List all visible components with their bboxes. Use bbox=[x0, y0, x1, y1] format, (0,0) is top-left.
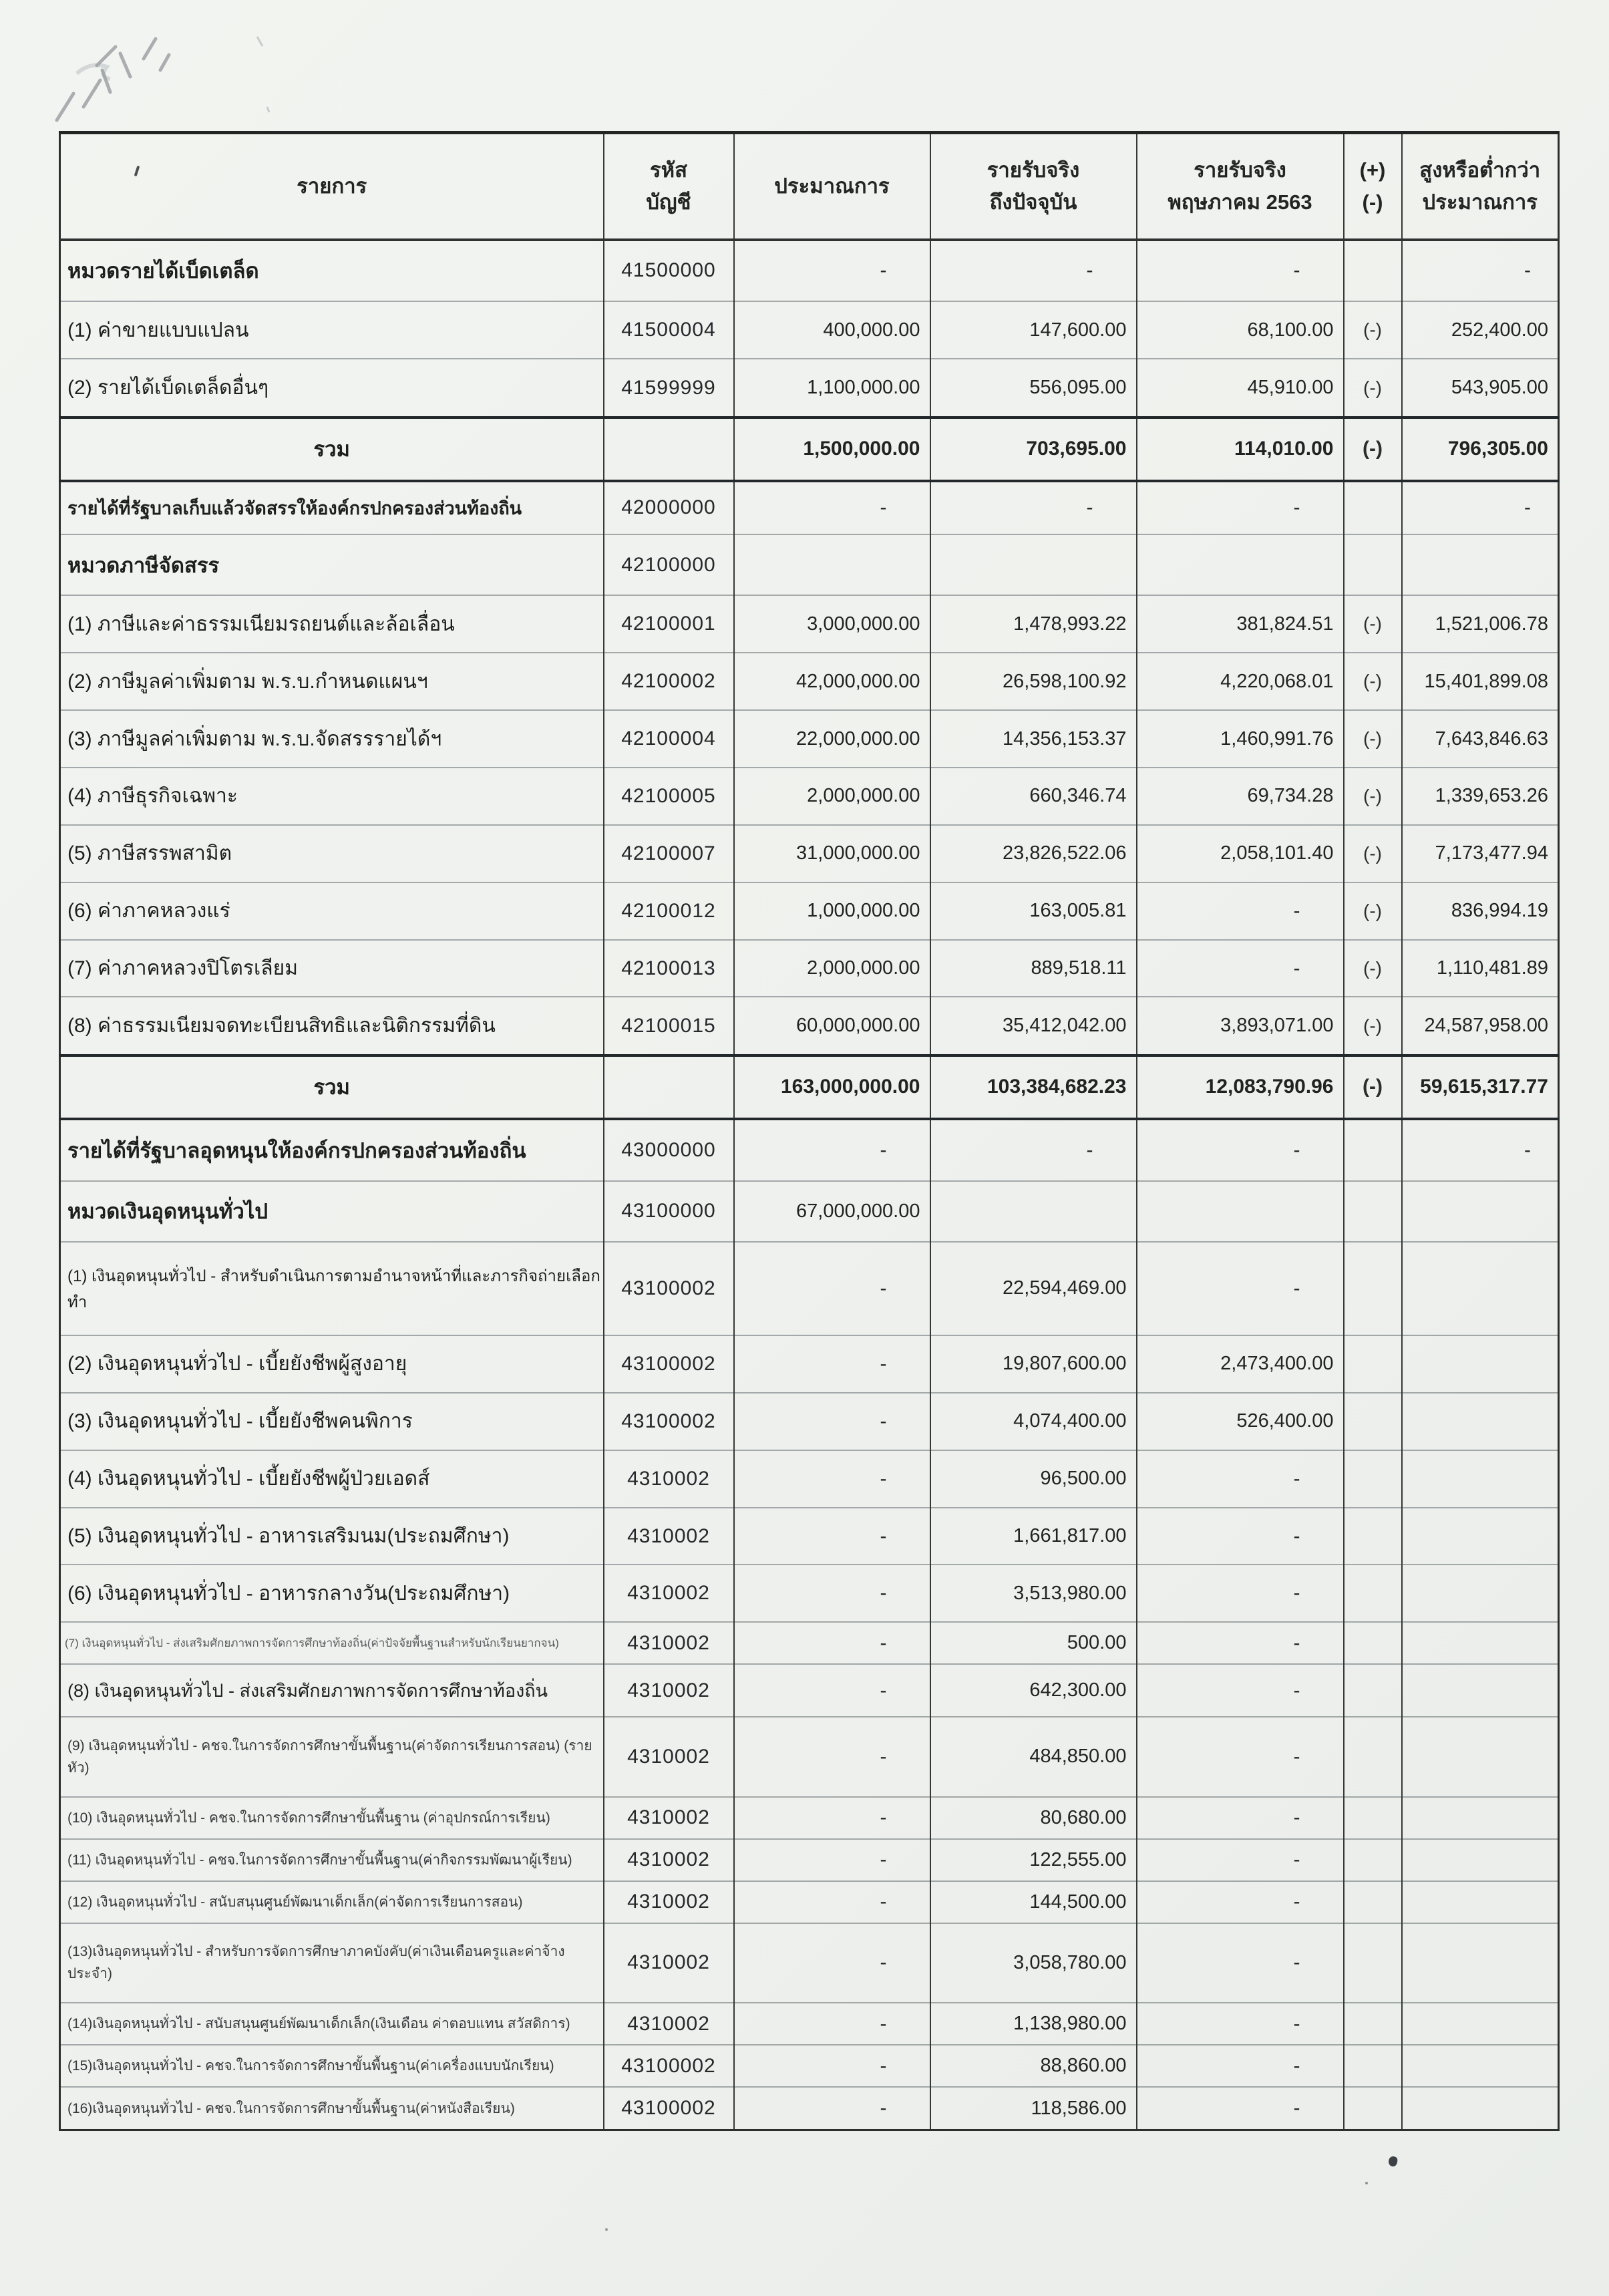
actual-cell: 96,500.00 bbox=[930, 1450, 1137, 1508]
item-cell: (13)เงินอุดหนุนทั่วไป - สำหรับการจัดการศึกษาภาคบังคับ(ค่าเงินเดือนครูและค่าจ้างประจำ) bbox=[60, 1923, 604, 2003]
sign-cell bbox=[1344, 2045, 1402, 2087]
code-cell: 43100002 bbox=[604, 1242, 734, 1335]
header-item-label: รายการ bbox=[297, 174, 367, 198]
sign-cell bbox=[1344, 1797, 1402, 1839]
code-cell: 4310002 bbox=[604, 2003, 734, 2045]
estimate-cell: - bbox=[734, 1881, 930, 1923]
actual-cell: - bbox=[930, 1119, 1137, 1181]
code-cell: 42100004 bbox=[604, 710, 734, 768]
table-row bbox=[60, 1181, 1559, 1242]
table-row bbox=[60, 1055, 1559, 1119]
may-cell: - bbox=[1137, 2045, 1344, 2087]
sign-cell: (-) bbox=[1344, 595, 1402, 653]
sign-cell: (-) bbox=[1344, 997, 1402, 1055]
code-cell: 41599999 bbox=[604, 359, 734, 418]
diff-cell bbox=[1402, 1923, 1559, 2003]
table-row bbox=[60, 1508, 1559, 1565]
actual-cell: - bbox=[930, 481, 1137, 535]
table-row bbox=[60, 301, 1559, 359]
header-item bbox=[60, 133, 604, 240]
diff-cell bbox=[1402, 1508, 1559, 1565]
actual-cell: 19,807,600.00 bbox=[930, 1335, 1137, 1393]
header-actual-to-date bbox=[930, 133, 1137, 240]
code-cell: 4310002 bbox=[604, 1797, 734, 1839]
actual-cell: 22,594,469.00 bbox=[930, 1242, 1137, 1335]
actual-cell: - bbox=[930, 240, 1137, 302]
actual-cell bbox=[930, 1181, 1137, 1242]
estimate-cell: 1,100,000.00 bbox=[734, 359, 930, 418]
estimate-cell: - bbox=[734, 1622, 930, 1664]
table-row bbox=[60, 1565, 1559, 1622]
code-cell: 42100013 bbox=[604, 940, 734, 997]
actual-cell: 14,356,153.37 bbox=[930, 710, 1137, 768]
code-cell: 4310002 bbox=[604, 1923, 734, 2003]
code-cell: 41500000 bbox=[604, 240, 734, 302]
item-cell: (1) เงินอุดหนุนทั่วไป - สำหรับดำเนินการตามอำนาจหน้าที่และภารกิจถ่ายเลือกทำ bbox=[60, 1242, 604, 1335]
code-cell: 4310002 bbox=[604, 1839, 734, 1881]
dust-speck-icon bbox=[1365, 2182, 1368, 2184]
diff-cell bbox=[1402, 1565, 1559, 1622]
header-code-line2: บัญชี bbox=[646, 190, 691, 214]
item-cell: (3) ภาษีมูลค่าเพิ่มตาม พ.ร.บ.จัดสรรรายได้ฯ bbox=[60, 710, 604, 768]
estimate-cell: - bbox=[734, 1923, 930, 2003]
item-cell: (10) เงินอุดหนุนทั่วไป - คชจ.ในการจัดการศึกษาขั้นพื้นฐาน (ค่าอุปกรณ์การเรียน) bbox=[60, 1797, 604, 1839]
actual-cell: 163,005.81 bbox=[930, 882, 1137, 940]
table-row bbox=[60, 1119, 1559, 1181]
actual-cell: 556,095.00 bbox=[930, 359, 1137, 418]
may-cell: - bbox=[1137, 940, 1344, 997]
item-cell: (8) ค่าธรรมเนียมจดทะเบียนสิทธิและนิติกรรมที่ดิน bbox=[60, 997, 604, 1055]
item-cell: (11) เงินอุดหนุนทั่วไป - คชจ.ในการจัดการศึกษาขั้นพื้นฐาน(ค่ากิจกรรมพัฒนาผู้เรียน) bbox=[60, 1839, 604, 1881]
diff-cell bbox=[1402, 1393, 1559, 1450]
table-row bbox=[60, 1717, 1559, 1796]
code-cell: 43100002 bbox=[604, 2045, 734, 2087]
sign-cell bbox=[1344, 1393, 1402, 1450]
may-cell: - bbox=[1137, 1450, 1344, 1508]
code-cell: 4310002 bbox=[604, 1450, 734, 1508]
diff-cell: - bbox=[1402, 240, 1559, 302]
item-cell: (4) เงินอุดหนุนทั่วไป - เบี้ยยังชีพผู้ป่วยเอดส์ bbox=[60, 1450, 604, 1508]
item-cell: (3) เงินอุดหนุนทั่วไป - เบี้ยยังชีพคนพิการ bbox=[60, 1393, 604, 1450]
table-row bbox=[60, 940, 1559, 997]
diff-cell bbox=[1402, 2003, 1559, 2045]
item-cell: (8) เงินอุดหนุนทั่วไป - ส่งเสริมศักยภาพการจัดการศึกษาท้องถิ่น bbox=[60, 1664, 604, 1717]
item-cell: รวม bbox=[60, 418, 604, 481]
item-cell: (14)เงินอุดหนุนทั่วไป - สนับสนุนศูนย์พัฒนาเด็กเล็ก(เงินเดือน ค่าตอบแทน สวัสดิการ) bbox=[60, 2003, 604, 2045]
code-cell: 43100002 bbox=[604, 1335, 734, 1393]
may-cell: - bbox=[1137, 1923, 1344, 2003]
table-row bbox=[60, 595, 1559, 653]
estimate-cell: - bbox=[734, 1393, 930, 1450]
sign-cell bbox=[1344, 240, 1402, 302]
actual-cell: 35,412,042.00 bbox=[930, 997, 1137, 1055]
table-row bbox=[60, 1450, 1559, 1508]
revenue-table bbox=[59, 131, 1560, 2131]
code-cell: 42100000 bbox=[604, 534, 734, 595]
estimate-cell: - bbox=[734, 240, 930, 302]
pen-scribble-artifact bbox=[37, 7, 304, 134]
diff-cell: 7,643,846.63 bbox=[1402, 710, 1559, 768]
estimate-cell: - bbox=[734, 2003, 930, 2045]
item-cell: (1) ภาษีและค่าธรรมเนียมรถยนต์และล้อเลื่อน bbox=[60, 595, 604, 653]
may-cell: - bbox=[1137, 240, 1344, 302]
sign-cell bbox=[1344, 1119, 1402, 1181]
table-row bbox=[60, 2003, 1559, 2045]
actual-cell: 889,518.11 bbox=[930, 940, 1137, 997]
code-cell: 4310002 bbox=[604, 1508, 734, 1565]
code-cell: 42100015 bbox=[604, 997, 734, 1055]
code-cell: 43100002 bbox=[604, 2087, 734, 2130]
may-cell: 12,083,790.96 bbox=[1137, 1055, 1344, 1119]
actual-cell: 1,661,817.00 bbox=[930, 1508, 1137, 1565]
may-cell: 45,910.00 bbox=[1137, 359, 1344, 418]
estimate-cell: - bbox=[734, 1664, 930, 1717]
item-cell: (6) ค่าภาคหลวงแร่ bbox=[60, 882, 604, 940]
revenue-table-body bbox=[60, 240, 1559, 2130]
table-row bbox=[60, 2045, 1559, 2087]
code-cell: 42100012 bbox=[604, 882, 734, 940]
diff-cell bbox=[1402, 1622, 1559, 1664]
header-plus-minus bbox=[1344, 133, 1402, 240]
item-cell: หมวดเงินอุดหนุนทั่วไป bbox=[60, 1181, 604, 1242]
diff-cell bbox=[1402, 2087, 1559, 2130]
sign-cell bbox=[1344, 1839, 1402, 1881]
sign-cell bbox=[1344, 1717, 1402, 1796]
code-cell: 43100002 bbox=[604, 1393, 734, 1450]
table-row bbox=[60, 1923, 1559, 2003]
estimate-cell: 1,500,000.00 bbox=[734, 418, 930, 481]
estimate-cell: - bbox=[734, 1839, 930, 1881]
actual-cell: 103,384,682.23 bbox=[930, 1055, 1137, 1119]
item-cell: (1) ค่าขายแบบแปลน bbox=[60, 301, 604, 359]
actual-cell: 642,300.00 bbox=[930, 1664, 1137, 1717]
estimate-cell bbox=[734, 534, 930, 595]
may-cell: - bbox=[1137, 1622, 1344, 1664]
actual-cell: 703,695.00 bbox=[930, 418, 1137, 481]
table-row bbox=[60, 1393, 1559, 1450]
sign-cell bbox=[1344, 481, 1402, 535]
revenue-table-header bbox=[60, 133, 1559, 240]
estimate-cell: - bbox=[734, 2045, 930, 2087]
estimate-cell: 60,000,000.00 bbox=[734, 997, 930, 1055]
diff-cell bbox=[1402, 2045, 1559, 2087]
estimate-cell: - bbox=[734, 1119, 930, 1181]
estimate-cell: - bbox=[734, 1242, 930, 1335]
actual-cell: 88,860.00 bbox=[930, 2045, 1137, 2087]
may-cell: - bbox=[1137, 1242, 1344, 1335]
item-cell: (16)เงินอุดหนุนทั่วไป - คชจ.ในการจัดการศึกษาขั้นพื้นฐาน(ค่าหนังสือเรียน) bbox=[60, 2087, 604, 2130]
sign-cell bbox=[1344, 2087, 1402, 2130]
actual-cell: 1,478,993.22 bbox=[930, 595, 1137, 653]
code-cell: 4310002 bbox=[604, 1717, 734, 1796]
may-cell: - bbox=[1137, 1664, 1344, 1717]
header-row bbox=[60, 133, 1559, 240]
may-cell: 2,058,101.40 bbox=[1137, 825, 1344, 882]
sign-cell bbox=[1344, 1622, 1402, 1664]
item-cell: (6) เงินอุดหนุนทั่วไป - อาหารกลางวัน(ประถมศึกษา) bbox=[60, 1565, 604, 1622]
sign-cell: (-) bbox=[1344, 825, 1402, 882]
header-over-under-estimate bbox=[1402, 133, 1559, 240]
estimate-cell: - bbox=[734, 2087, 930, 2130]
item-cell: (4) ภาษีธุรกิจเฉพาะ bbox=[60, 768, 604, 825]
estimate-cell: 42,000,000.00 bbox=[734, 653, 930, 710]
ink-dot-artifact bbox=[1387, 2156, 1398, 2168]
sign-cell: (-) bbox=[1344, 653, 1402, 710]
may-cell: - bbox=[1137, 1565, 1344, 1622]
estimate-cell: 31,000,000.00 bbox=[734, 825, 930, 882]
may-cell: - bbox=[1137, 1797, 1344, 1839]
may-cell: 2,473,400.00 bbox=[1137, 1335, 1344, 1393]
item-cell: (7) เงินอุดหนุนทั่วไป - ส่งเสริมศักยภาพการจัดการศึกษาท้องถิ่น(ค่าปัจจัยพื้นฐานสำหรับนักเรียนยากจน) bbox=[60, 1622, 604, 1664]
code-cell: 4310002 bbox=[604, 1622, 734, 1664]
actual-cell bbox=[930, 534, 1137, 595]
code-cell: 4310002 bbox=[604, 1565, 734, 1622]
diff-cell bbox=[1402, 1839, 1559, 1881]
code-cell bbox=[604, 1055, 734, 1119]
actual-cell: 4,074,400.00 bbox=[930, 1393, 1137, 1450]
estimate-cell: - bbox=[734, 1335, 930, 1393]
header-diff-line1: สูงหรือต่ำกว่า bbox=[1419, 158, 1541, 182]
sign-cell bbox=[1344, 1923, 1402, 2003]
item-cell: รวม bbox=[60, 1055, 604, 1119]
actual-cell: 26,598,100.92 bbox=[930, 653, 1137, 710]
estimate-cell: 22,000,000.00 bbox=[734, 710, 930, 768]
table-row bbox=[60, 882, 1559, 940]
diff-cell: 7,173,477.94 bbox=[1402, 825, 1559, 882]
may-cell: 69,734.28 bbox=[1137, 768, 1344, 825]
estimate-cell: - bbox=[734, 1565, 930, 1622]
sign-cell bbox=[1344, 1565, 1402, 1622]
diff-cell bbox=[1402, 1181, 1559, 1242]
table-row bbox=[60, 825, 1559, 882]
item-cell: รายได้ที่รัฐบาลเก็บแล้วจัดสรรให้องค์กรปกครองส่วนท้องถิ่น bbox=[60, 481, 604, 535]
estimate-cell: 400,000.00 bbox=[734, 301, 930, 359]
sign-cell: (-) bbox=[1344, 418, 1402, 481]
estimate-cell: - bbox=[734, 1717, 930, 1796]
diff-cell: 15,401,899.08 bbox=[1402, 653, 1559, 710]
header-account-code bbox=[604, 133, 734, 240]
header-actual-line2: ถึงปัจจุบัน bbox=[989, 190, 1077, 214]
estimate-cell: 163,000,000.00 bbox=[734, 1055, 930, 1119]
diff-cell: 543,905.00 bbox=[1402, 359, 1559, 418]
code-cell: 4310002 bbox=[604, 1664, 734, 1717]
may-cell: 1,460,991.76 bbox=[1137, 710, 1344, 768]
may-cell: 3,893,071.00 bbox=[1137, 997, 1344, 1055]
header-may-line1: รายรับจริง bbox=[1194, 158, 1286, 182]
header-plus-label: (+) bbox=[1359, 158, 1386, 182]
may-cell: 68,100.00 bbox=[1137, 301, 1344, 359]
item-cell: รายได้ที่รัฐบาลอุดหนุนให้องค์กรปกครองส่วนท้องถิ่น bbox=[60, 1119, 604, 1181]
actual-cell: 3,513,980.00 bbox=[930, 1565, 1137, 1622]
item-cell: (7) ค่าภาคหลวงปิโตรเลียม bbox=[60, 940, 604, 997]
diff-cell bbox=[1402, 1797, 1559, 1839]
table-row bbox=[60, 653, 1559, 710]
sign-cell bbox=[1344, 1242, 1402, 1335]
actual-cell: 500.00 bbox=[930, 1622, 1137, 1664]
sign-cell bbox=[1344, 1450, 1402, 1508]
sign-cell: (-) bbox=[1344, 882, 1402, 940]
table-row bbox=[60, 240, 1559, 302]
dust-speck-icon bbox=[605, 2228, 608, 2231]
may-cell bbox=[1137, 534, 1344, 595]
diff-cell: 836,994.19 bbox=[1402, 882, 1559, 940]
actual-cell: 147,600.00 bbox=[930, 301, 1137, 359]
actual-cell: 484,850.00 bbox=[930, 1717, 1137, 1796]
diff-cell bbox=[1402, 1450, 1559, 1508]
sign-cell: (-) bbox=[1344, 940, 1402, 997]
code-cell: 43000000 bbox=[604, 1119, 734, 1181]
code-cell: 42100002 bbox=[604, 653, 734, 710]
table-row bbox=[60, 997, 1559, 1055]
header-actual-line1: รายรับจริง bbox=[987, 158, 1080, 182]
header-may-line2: พฤษภาคม 2563 bbox=[1168, 190, 1312, 214]
actual-cell: 3,058,780.00 bbox=[930, 1923, 1137, 2003]
item-cell: (2) ภาษีมูลค่าเพิ่มตาม พ.ร.บ.กำหนดแผนฯ bbox=[60, 653, 604, 710]
estimate-cell: - bbox=[734, 1450, 930, 1508]
sign-cell bbox=[1344, 1335, 1402, 1393]
header-diff-line2: ประมาณการ bbox=[1422, 190, 1538, 214]
diff-cell bbox=[1402, 1242, 1559, 1335]
header-estimate-label: ประมาณการ bbox=[774, 174, 890, 198]
may-cell: - bbox=[1137, 1508, 1344, 1565]
item-cell: หมวดภาษีจัดสรร bbox=[60, 534, 604, 595]
sign-cell: (-) bbox=[1344, 301, 1402, 359]
may-cell: 4,220,068.01 bbox=[1137, 653, 1344, 710]
item-cell: (15)เงินอุดหนุนทั่วไป - คชจ.ในการจัดการศึกษาขั้นพื้นฐาน(ค่าเครื่องแบบนักเรียน) bbox=[60, 2045, 604, 2087]
actual-cell: 660,346.74 bbox=[930, 768, 1137, 825]
table-row bbox=[60, 1622, 1559, 1664]
estimate-cell: - bbox=[734, 481, 930, 535]
code-cell: 42100001 bbox=[604, 595, 734, 653]
sign-cell bbox=[1344, 1664, 1402, 1717]
may-cell: - bbox=[1137, 1717, 1344, 1796]
code-cell: 42100005 bbox=[604, 768, 734, 825]
may-cell: - bbox=[1137, 1839, 1344, 1881]
table-row bbox=[60, 1881, 1559, 1923]
diff-cell: 1,339,653.26 bbox=[1402, 768, 1559, 825]
code-cell: 43100000 bbox=[604, 1181, 734, 1242]
diff-cell bbox=[1402, 1717, 1559, 1796]
sign-cell bbox=[1344, 1508, 1402, 1565]
diff-cell bbox=[1402, 1335, 1559, 1393]
diff-cell: 796,305.00 bbox=[1402, 418, 1559, 481]
table-row bbox=[60, 1839, 1559, 1881]
may-cell: - bbox=[1137, 2087, 1344, 2130]
actual-cell: 1,138,980.00 bbox=[930, 2003, 1137, 2045]
actual-cell: 118,586.00 bbox=[930, 2087, 1137, 2130]
diff-cell: 1,521,006.78 bbox=[1402, 595, 1559, 653]
diff-cell: 252,400.00 bbox=[1402, 301, 1559, 359]
table-row bbox=[60, 768, 1559, 825]
code-cell: 42100007 bbox=[604, 825, 734, 882]
estimate-cell: 2,000,000.00 bbox=[734, 940, 930, 997]
may-cell: 526,400.00 bbox=[1137, 1393, 1344, 1450]
table-row bbox=[60, 710, 1559, 768]
may-cell: - bbox=[1137, 2003, 1344, 2045]
diff-cell: - bbox=[1402, 1119, 1559, 1181]
table-row bbox=[60, 2087, 1559, 2130]
item-cell: หมวดรายได้เบ็ดเตล็ด bbox=[60, 240, 604, 302]
table-row bbox=[60, 359, 1559, 418]
table-row bbox=[60, 534, 1559, 595]
estimate-cell: - bbox=[734, 1508, 930, 1565]
code-cell: 42000000 bbox=[604, 481, 734, 535]
table-row bbox=[60, 1664, 1559, 1717]
may-cell: - bbox=[1137, 481, 1344, 535]
diff-cell: 1,110,481.89 bbox=[1402, 940, 1559, 997]
estimate-cell: 3,000,000.00 bbox=[734, 595, 930, 653]
table-row bbox=[60, 1335, 1559, 1393]
diff-cell: 59,615,317.77 bbox=[1402, 1055, 1559, 1119]
diff-cell: 24,587,958.00 bbox=[1402, 997, 1559, 1055]
sign-cell bbox=[1344, 2003, 1402, 2045]
diff-cell bbox=[1402, 534, 1559, 595]
item-cell: (5) ภาษีสรรพสามิต bbox=[60, 825, 604, 882]
item-cell: (2) รายได้เบ็ดเตล็ดอื่นๆ bbox=[60, 359, 604, 418]
actual-cell: 80,680.00 bbox=[930, 1797, 1137, 1839]
may-cell: 114,010.00 bbox=[1137, 418, 1344, 481]
item-cell: (5) เงินอุดหนุนทั่วไป - อาหารเสริมนม(ประถมศึกษา) bbox=[60, 1508, 604, 1565]
estimate-cell: 67,000,000.00 bbox=[734, 1181, 930, 1242]
header-minus-label: (-) bbox=[1362, 190, 1383, 214]
code-cell: 4310002 bbox=[604, 1881, 734, 1923]
may-cell: - bbox=[1137, 1881, 1344, 1923]
header-estimate bbox=[734, 133, 930, 240]
estimate-cell: 2,000,000.00 bbox=[734, 768, 930, 825]
table-row bbox=[60, 481, 1559, 535]
sign-cell bbox=[1344, 1181, 1402, 1242]
code-cell bbox=[604, 418, 734, 481]
sign-cell: (-) bbox=[1344, 768, 1402, 825]
item-cell: (2) เงินอุดหนุนทั่วไป - เบี้ยยังชีพผู้สูงอายุ bbox=[60, 1335, 604, 1393]
table-row bbox=[60, 1797, 1559, 1839]
may-cell: - bbox=[1137, 1119, 1344, 1181]
may-cell: - bbox=[1137, 882, 1344, 940]
code-cell: 41500004 bbox=[604, 301, 734, 359]
diff-cell bbox=[1402, 1881, 1559, 1923]
sign-cell: (-) bbox=[1344, 710, 1402, 768]
table-row bbox=[60, 418, 1559, 481]
item-cell: (9) เงินอุดหนุนทั่วไป - คชจ.ในการจัดการศึกษาขั้นพื้นฐาน(ค่าจัดการเรียนการสอน) (รายหัว) bbox=[60, 1717, 604, 1796]
sign-cell bbox=[1344, 1881, 1402, 1923]
may-cell bbox=[1137, 1181, 1344, 1242]
actual-cell: 144,500.00 bbox=[930, 1881, 1137, 1923]
sign-cell bbox=[1344, 534, 1402, 595]
sign-cell: (-) bbox=[1344, 1055, 1402, 1119]
diff-cell bbox=[1402, 1664, 1559, 1717]
may-cell: 381,824.51 bbox=[1137, 595, 1344, 653]
estimate-cell: - bbox=[734, 1797, 930, 1839]
header-code-line1: รหัส bbox=[649, 158, 687, 182]
item-cell: (12) เงินอุดหนุนทั่วไป - สนับสนุนศูนย์พัฒนาเด็กเล็ก(ค่าจัดการเรียนการสอน) bbox=[60, 1881, 604, 1923]
actual-cell: 122,555.00 bbox=[930, 1839, 1137, 1881]
header-actual-may bbox=[1137, 133, 1344, 240]
estimate-cell: 1,000,000.00 bbox=[734, 882, 930, 940]
table-row bbox=[60, 1242, 1559, 1335]
actual-cell: 23,826,522.06 bbox=[930, 825, 1137, 882]
diff-cell: - bbox=[1402, 481, 1559, 535]
sign-cell: (-) bbox=[1344, 359, 1402, 418]
